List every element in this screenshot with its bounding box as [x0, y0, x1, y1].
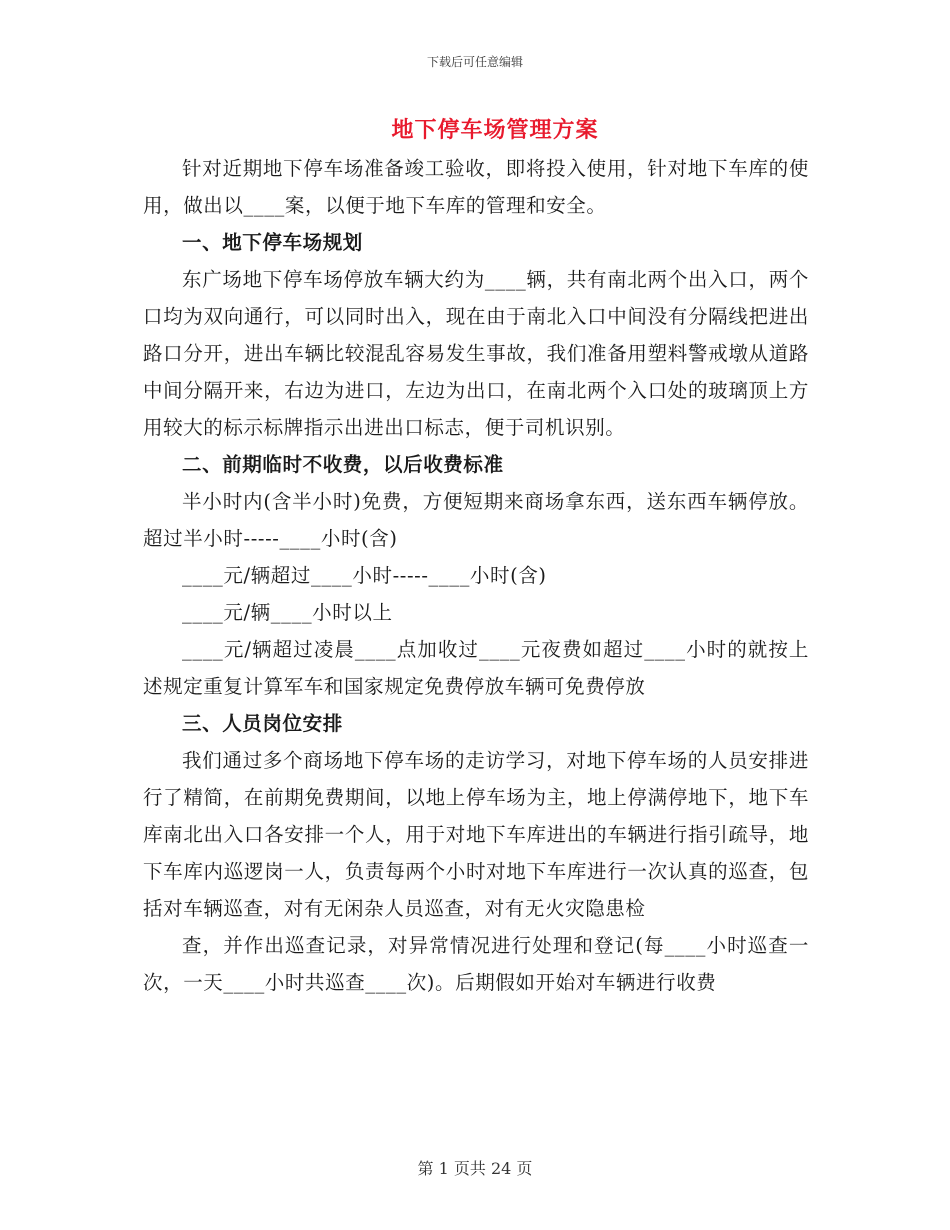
document-body	[143, 150, 809, 1001]
paragraph-fee-3: ____元/辆____小时以上	[182, 601, 393, 624]
paragraph-planning: 东广场地下停车场停放车辆大约为____辆，共有南北两个出入口，两个口均为双向通行，可以同时出入，现在由于南北入口中间没有分隔线把进出路口分开，进出车辆比较混乱容易发生事故，我们准备用塑料警戒墩从道路中间分隔开来，右边为进口，左边为出口，在南北两个入口处的玻璃顶上方用较大的标示标牌指示出进出口标志，便于司机识别。	[143, 268, 809, 439]
paragraph-fee-2: ____元/辆超过____小时-----____小时(含)	[182, 564, 547, 587]
section-heading-staffing: 三、人员岗位安排	[182, 712, 343, 735]
page-header-note: 下载后可任意编辑	[426, 55, 523, 69]
page-number: 第 1 页共 24 页	[417, 1159, 533, 1178]
section-heading-fees: 二、前期临时不收费，以后收费标准	[182, 453, 504, 476]
paragraph-fee-4: ____元/辆超过凌晨____点加收过____元夜费如超过____小时的就按上述规定重复计算军车和国家规定免费停放车辆可免费停放	[143, 638, 809, 698]
document-title: 地下停车场管理方案	[391, 117, 599, 143]
section-heading-planning: 一、地下停车场规划	[182, 231, 363, 254]
paragraph-staffing-2: 查，并作出巡查记录，对异常情况进行处理和登记(每____小时巡查一次，一天____小时共巡查____次)。后期假如开始对车辆进行收费	[143, 934, 809, 994]
paragraph-fee-1: 半小时内(含半小时)免费，方便短期来商场拿东西，送东西车辆停放。超过半小时-----____小时(含)	[143, 490, 809, 550]
paragraph-staffing-1: 我们通过多个商场地下停车场的走访学习，对地下停车场的人员安排进行了精简，在前期免费期间，以地上停车场为主，地上停满停地下，地下车库南北出入口各安排一个人，用于对地下车库进出的车辆进行指引疏导，地下车库内巡逻岗一人，负责每两个小时对地下车库进行一次认真的巡查，包括对车辆巡查，对有无闲杂人员巡查，对有无火灾隐患检	[143, 749, 809, 920]
paragraph-intro: 针对近期地下停车场准备竣工验收，即将投入使用，针对地下车库的使用，做出以____案，以便于地下车库的管理和安全。	[143, 157, 809, 217]
